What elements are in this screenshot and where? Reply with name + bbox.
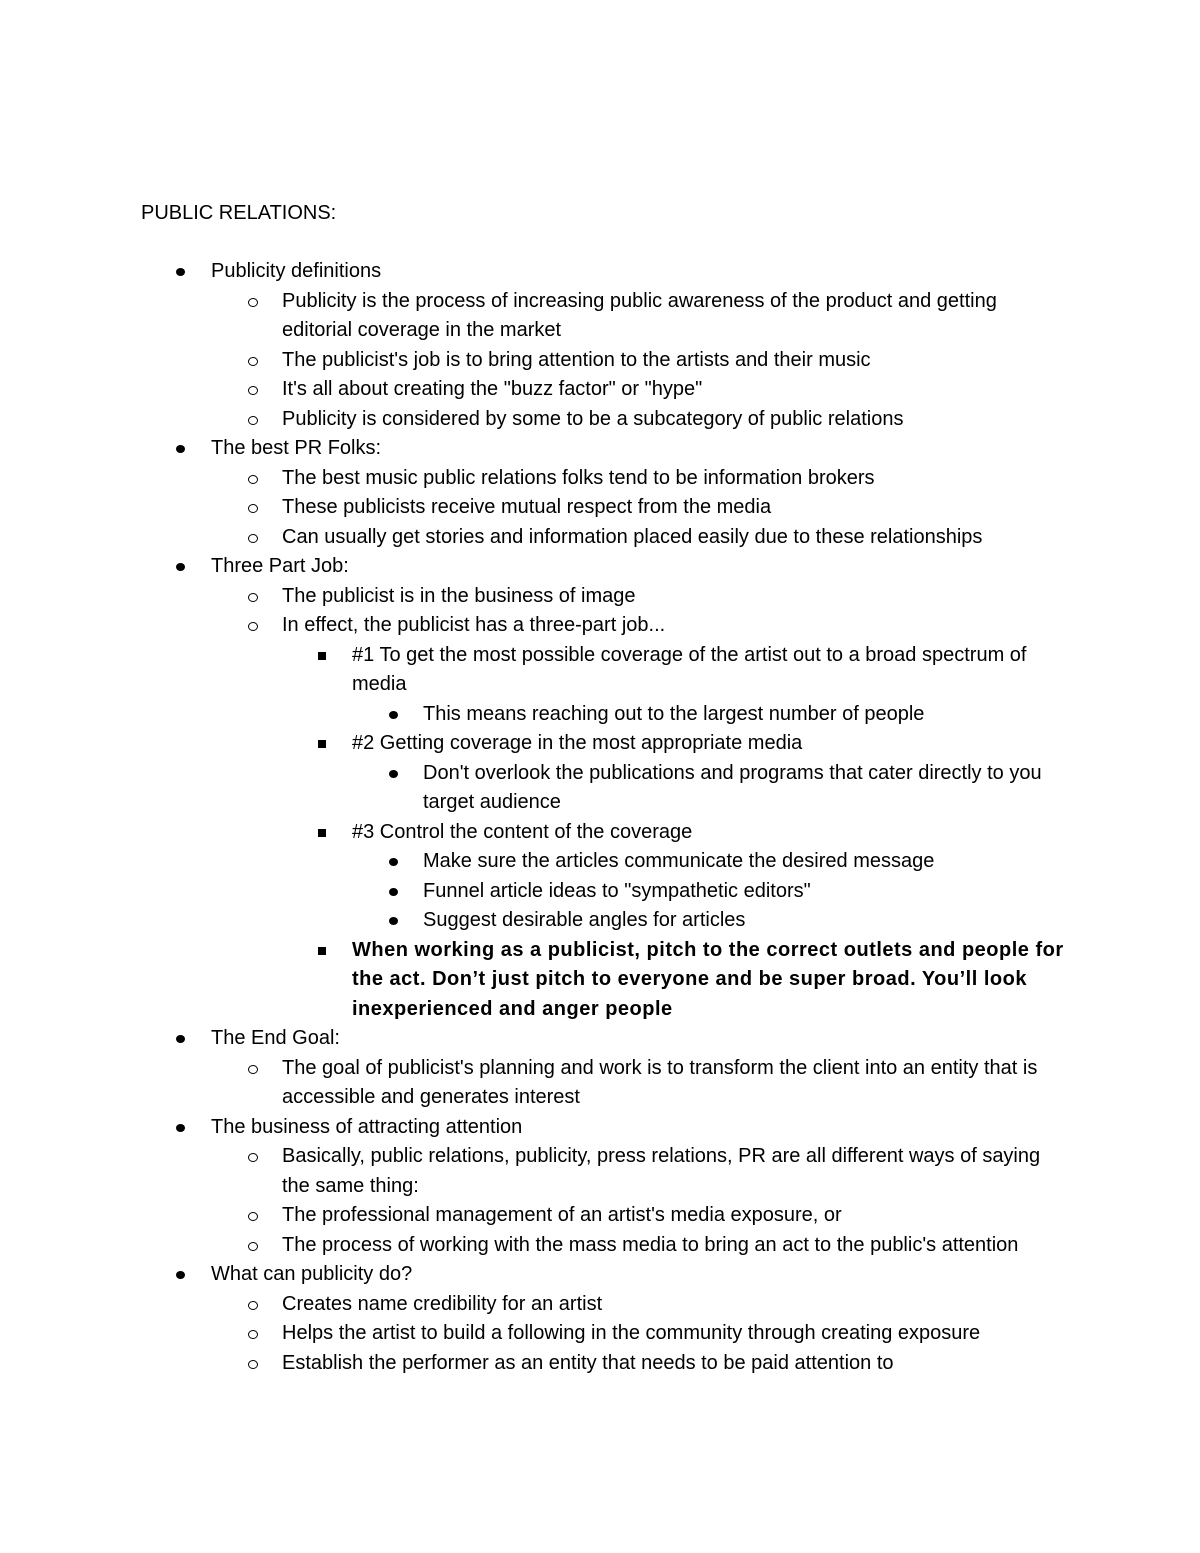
square-bullet-icon bbox=[318, 947, 326, 955]
hollow-bullet-icon bbox=[248, 504, 258, 513]
section-what-publicity-can-do bbox=[0, 1260, 1031, 1290]
hollow-bullet-icon bbox=[248, 1153, 258, 1162]
list-item bbox=[0, 700, 1073, 730]
list-item bbox=[0, 1231, 1072, 1261]
filled-bullet-icon bbox=[389, 770, 398, 778]
list-item bbox=[0, 611, 1072, 641]
list-item-text: Helps the artist to build a following in the community through creating exposure bbox=[282, 1322, 981, 1344]
list-item-text: It's all about creating the "buzz factor" or "hype" bbox=[282, 378, 703, 400]
hollow-bullet-icon bbox=[248, 1242, 258, 1251]
list-item bbox=[0, 759, 1073, 818]
section-heading: What can publicity do? bbox=[211, 1263, 413, 1285]
filled-bullet-icon bbox=[176, 1124, 185, 1132]
job-part-2 bbox=[0, 729, 1072, 759]
hollow-bullet-icon bbox=[248, 622, 258, 631]
filled-bullet-icon bbox=[389, 711, 398, 719]
list-item-text: Suggest desirable angles for articles bbox=[423, 909, 746, 931]
section-heading: The best PR Folks: bbox=[211, 437, 382, 459]
publicist-tip bbox=[0, 936, 1072, 1025]
hollow-bullet-icon bbox=[248, 357, 258, 366]
list-item-text: Establish the performer as an entity that needs to be paid attention to bbox=[282, 1351, 894, 1374]
list-item-text: The professional management of an artist's media exposure, or bbox=[282, 1204, 842, 1226]
filled-bullet-icon bbox=[176, 1271, 185, 1279]
list-item-text: Publicity is the process of increasing public awareness of the product and getting editorial coverage in the market bbox=[282, 289, 997, 341]
job-part-3 bbox=[0, 818, 1072, 848]
section-heading: The End Goal: bbox=[211, 1027, 340, 1049]
list-item bbox=[0, 1201, 1072, 1231]
list-item-text: Can usually get stories and information placed easily due to these relationships bbox=[282, 525, 983, 548]
list-item-text: This means reaching out to the largest number of people bbox=[423, 702, 925, 725]
list-item bbox=[0, 1319, 1072, 1349]
list-item bbox=[0, 493, 1072, 523]
square-bullet-icon bbox=[318, 652, 326, 660]
list-item-text: Publicity is considered by some to be a subcategory of public relations bbox=[282, 407, 904, 430]
filled-bullet-icon bbox=[176, 563, 185, 571]
list-item bbox=[0, 405, 1072, 435]
hollow-bullet-icon bbox=[248, 386, 258, 395]
list-item bbox=[0, 1142, 1072, 1201]
list-item bbox=[0, 1290, 1072, 1320]
list-item-text: Make sure the articles communicate the desired message bbox=[423, 850, 935, 872]
hollow-bullet-icon bbox=[248, 1065, 258, 1074]
list-item bbox=[0, 523, 1072, 553]
filled-bullet-icon bbox=[389, 917, 398, 925]
list-item bbox=[0, 1349, 1072, 1379]
filled-bullet-icon bbox=[389, 888, 398, 896]
section-best-pr-folks bbox=[0, 434, 1031, 464]
outline-list bbox=[0, 257, 1200, 1378]
job-part-label: #2 Getting coverage in the most appropriate media bbox=[352, 732, 803, 754]
list-item bbox=[0, 847, 1073, 877]
list-item-text: Basically, public relations, publicity, press relations, PR are all different ways of saying the same thing: bbox=[282, 1145, 1041, 1197]
square-bullet-icon bbox=[318, 740, 326, 748]
publicist-tip-text: When working as a publicist, pitch to the correct outlets and people for the act. Don’t just pitch to everyone and be super broad. You’ll look inexperienced and anger people bbox=[352, 938, 1064, 1020]
list-item bbox=[0, 582, 1072, 612]
section-heading: Three Part Job: bbox=[211, 555, 349, 577]
list-item-text: Creates name credibility for an artist bbox=[282, 1292, 603, 1315]
section-end-goal bbox=[0, 1024, 1031, 1054]
list-item-text: The publicist's job is to bring attention to the artists and their music bbox=[282, 348, 871, 371]
list-item bbox=[0, 375, 1072, 405]
hollow-bullet-icon bbox=[248, 298, 258, 307]
hollow-bullet-icon bbox=[248, 1301, 258, 1310]
list-item bbox=[0, 346, 1072, 376]
hollow-bullet-icon bbox=[248, 416, 258, 425]
list-item-text: The process of working with the mass media to bring an act to the public's attention bbox=[282, 1233, 1019, 1256]
square-bullet-icon bbox=[318, 829, 326, 837]
job-part-label: #3 Control the content of the coverage bbox=[352, 820, 693, 843]
list-item-text: The publicist is in the business of image bbox=[282, 584, 636, 607]
hollow-bullet-icon bbox=[248, 1360, 258, 1369]
list-item bbox=[0, 464, 1072, 494]
filled-bullet-icon bbox=[176, 445, 185, 453]
list-item-text: The goal of publicist's planning and work is to transform the client into an entity that is accessible and generates interest bbox=[282, 1056, 1038, 1108]
job-part-1 bbox=[0, 641, 1072, 700]
job-part-label: #1 To get the most possible coverage of the artist out to a broad spectrum of media bbox=[352, 643, 1027, 695]
section-attracting-attention bbox=[0, 1113, 1031, 1143]
document-title: PUBLIC RELATIONS: bbox=[141, 202, 337, 224]
section-heading: The business of attracting attention bbox=[211, 1115, 523, 1138]
hollow-bullet-icon bbox=[248, 475, 258, 484]
list-item bbox=[0, 1054, 1072, 1113]
hollow-bullet-icon bbox=[248, 593, 258, 602]
list-item-text: Funnel article ideas to "sympathetic editors" bbox=[423, 879, 811, 902]
list-item bbox=[0, 877, 1073, 907]
list-item bbox=[0, 906, 1073, 936]
hollow-bullet-icon bbox=[248, 1330, 258, 1339]
list-item-text: In effect, the publicist has a three-part job... bbox=[282, 614, 666, 636]
section-heading: Publicity definitions bbox=[211, 260, 382, 282]
filled-bullet-icon bbox=[389, 858, 398, 866]
section-publicity-definitions bbox=[0, 257, 1031, 287]
section-three-part-job bbox=[0, 552, 1031, 582]
filled-bullet-icon bbox=[176, 1035, 185, 1043]
list-item-text: The best music public relations folks tend to be information brokers bbox=[282, 466, 875, 489]
hollow-bullet-icon bbox=[248, 1212, 258, 1221]
filled-bullet-icon bbox=[176, 268, 185, 276]
list-item bbox=[0, 287, 1072, 346]
hollow-bullet-icon bbox=[248, 534, 258, 543]
list-item-text: Don't overlook the publications and programs that cater directly to you target audience bbox=[423, 761, 1042, 813]
list-item-text: These publicists receive mutual respect from the media bbox=[282, 496, 772, 518]
